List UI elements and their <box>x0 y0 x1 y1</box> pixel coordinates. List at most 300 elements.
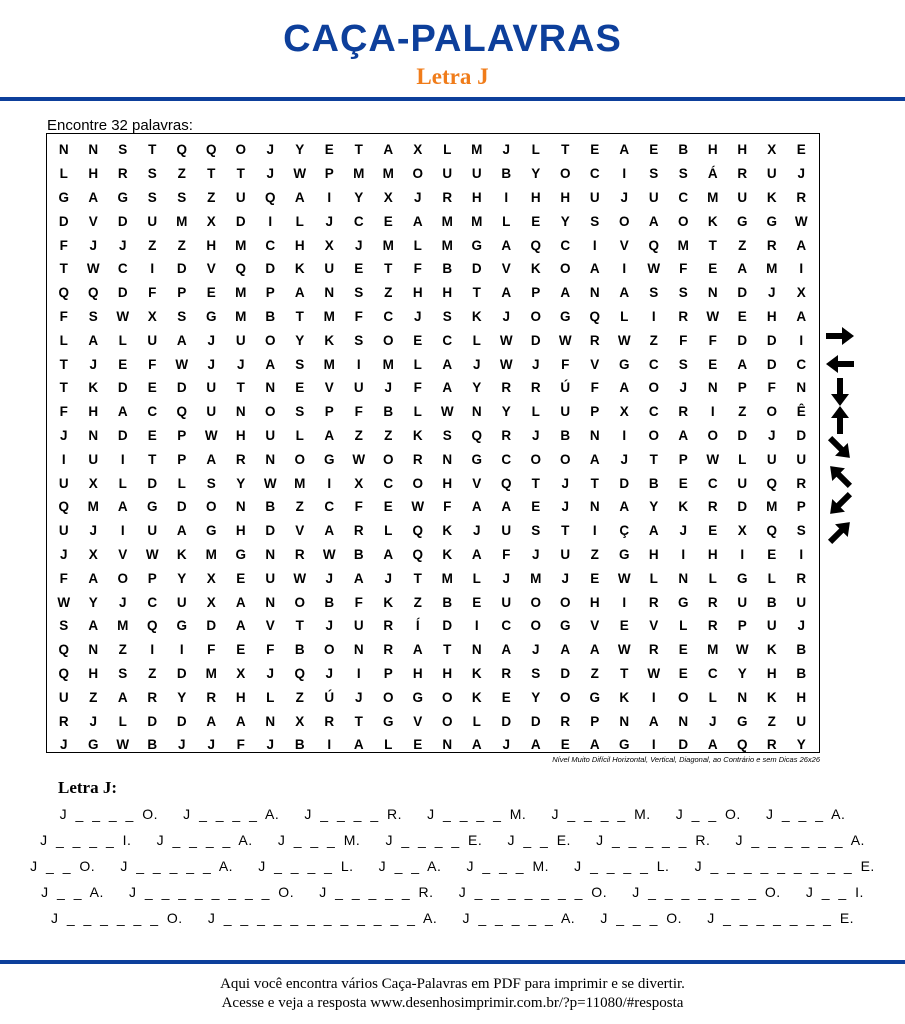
grid-cell: K <box>442 523 453 539</box>
grid-cell: S <box>59 618 69 634</box>
grid-cell: R <box>766 737 777 753</box>
grid-cell: J <box>708 713 717 729</box>
grid-cell: X <box>88 546 98 562</box>
grid-cell: Y <box>236 475 246 491</box>
grid-cell: O <box>323 642 335 658</box>
grid-cell: R <box>442 189 453 205</box>
grid-cell: H <box>707 142 718 158</box>
grid-cell: O <box>530 618 541 634</box>
footer-line-1: Aqui você encontra vários Caça-Palavras em PDF para imprimir e se divertir. <box>220 976 685 992</box>
grid-cell: R <box>648 642 659 658</box>
grid-cell: V <box>295 523 305 539</box>
grid-cell: I <box>179 642 184 658</box>
grid-cell: U <box>235 189 246 205</box>
grid-cell: H <box>235 689 246 705</box>
grid-cell: T <box>148 142 157 158</box>
grid-cell: Z <box>207 189 216 205</box>
grid-cell: U <box>324 261 335 277</box>
grid-cell: O <box>559 689 571 705</box>
grid-cell: N <box>589 285 600 301</box>
grid-cell: O <box>648 380 659 396</box>
grid-cell: G <box>205 308 217 324</box>
grid-cell: G <box>87 737 99 753</box>
grid-cell: D <box>235 213 246 229</box>
grid-cell: U <box>206 404 217 420</box>
grid-cell: J <box>236 356 245 372</box>
grid-cell: O <box>235 142 246 158</box>
grid-cell: J <box>325 665 333 681</box>
grid-cell: Á <box>707 166 718 182</box>
grid-cell: J <box>502 570 510 586</box>
grid-cell: U <box>58 523 69 539</box>
grid-cell: T <box>590 475 599 491</box>
grid-cell: R <box>796 189 807 205</box>
grid-cell: G <box>471 451 482 467</box>
grid-cell: C <box>353 213 364 229</box>
grid-cell: G <box>736 570 748 586</box>
grid-cell: R <box>235 451 246 467</box>
grid-cell: M <box>294 475 306 491</box>
word-list-line: J _ _ _ _ I. J _ _ _ _ A. J _ _ _ M. J _ _ _ _ E. J _ _ E. J _ _ _ _ _ R. J _ _ _ _ _ _ A. <box>40 832 865 848</box>
grid-cell: I <box>622 166 627 182</box>
grid-cell: O <box>412 475 423 491</box>
grid-cell: K <box>471 665 482 681</box>
grid-cell: D <box>442 618 453 634</box>
grid-cell: U <box>766 451 777 467</box>
grid-cell: H <box>737 142 748 158</box>
grid-cell: U <box>501 523 512 539</box>
grid-cell: R <box>589 332 600 348</box>
grid-cell: U <box>501 594 512 610</box>
grid-cell: U <box>766 618 777 634</box>
grid-cell: D <box>737 427 748 443</box>
grid-cell: C <box>560 237 571 253</box>
grid-cell: E <box>619 618 629 634</box>
grid-cell: M <box>205 665 217 681</box>
grid-cell: C <box>648 404 659 420</box>
grid-cell: E <box>649 142 659 158</box>
bottom-divider <box>0 960 905 964</box>
grid-cell: B <box>501 166 512 182</box>
grid-cell: A <box>648 523 659 539</box>
grid-cell: N <box>235 499 246 515</box>
grid-cell: U <box>147 523 158 539</box>
grid-cell: R <box>294 546 305 562</box>
grid-cell: Y <box>531 166 541 182</box>
grid-cell: B <box>796 665 807 681</box>
grid-cell: P <box>737 618 747 634</box>
grid-cell: S <box>147 189 157 205</box>
grid-cell: B <box>265 499 276 515</box>
grid-cell: M <box>382 356 394 372</box>
grid-cell: I <box>150 261 155 277</box>
grid-cell: G <box>471 237 482 253</box>
grid-cell: A <box>117 404 128 420</box>
grid-cell: O <box>294 451 305 467</box>
grid-cell: I <box>356 356 361 372</box>
grid-cell: E <box>590 570 600 586</box>
grid-cell: V <box>413 713 423 729</box>
grid-cell: M <box>235 237 247 253</box>
grid-cell: A <box>501 285 512 301</box>
grid-cell: P <box>796 499 806 515</box>
grid-cell: C <box>117 261 128 277</box>
grid-cell: D <box>176 380 187 396</box>
grid-cell: L <box>472 570 481 586</box>
grid-cell: J <box>207 356 215 372</box>
word-list-line: J _ _ _ _ _ _ O. J _ _ _ _ _ _ _ _ _ _ _ _ A. J _ _ _ _ _ A. J _ _ _ O. J _ _ _ _ _ _ _ E. <box>50 910 855 926</box>
grid-cell: W <box>617 570 631 586</box>
grid-cell: R <box>560 713 571 729</box>
grid-cell: R <box>796 570 807 586</box>
grid-cell: F <box>59 404 68 420</box>
grid-cell: A <box>619 285 630 301</box>
grid-cell: E <box>678 475 688 491</box>
grid-cell: J <box>89 713 97 729</box>
grid-cell: T <box>472 285 481 301</box>
grid-cell: W <box>204 427 218 443</box>
grid-cell: O <box>264 332 276 348</box>
grid-cell: O <box>559 451 571 467</box>
grid-cell: F <box>679 261 688 277</box>
grid-cell: O <box>264 404 276 420</box>
grid-cell: S <box>442 427 452 443</box>
grid-cell: O <box>441 689 453 705</box>
grid-cell: J <box>679 523 687 539</box>
grid-cell: X <box>796 285 806 301</box>
grid-cell: O <box>117 570 128 586</box>
grid-cell: M <box>382 237 394 253</box>
grid-cell: X <box>206 594 216 610</box>
grid-cell: Z <box>177 237 186 253</box>
grid-cell: T <box>148 451 157 467</box>
grid-cell: K <box>412 427 423 443</box>
grid-cell: X <box>295 713 305 729</box>
grid-cell: V <box>118 546 128 562</box>
grid-cell: G <box>146 499 158 515</box>
grid-cell: W <box>57 594 71 610</box>
grid-cell: F <box>708 332 717 348</box>
grid-cell: A <box>501 499 512 515</box>
grid-cell: J <box>59 546 68 562</box>
grid-cell: H <box>294 237 305 253</box>
arrow-up-icon <box>822 406 858 434</box>
grid-cell: F <box>354 594 363 610</box>
grid-cell: U <box>737 594 748 610</box>
top-divider <box>0 97 905 101</box>
grid-cell: J <box>207 737 215 753</box>
grid-cell: A <box>206 713 217 729</box>
grid-cell: H <box>88 665 99 681</box>
grid-cell: N <box>265 713 276 729</box>
grid-cell: J <box>89 523 97 539</box>
grid-cell: J <box>413 189 422 205</box>
grid-cell: J <box>325 618 333 634</box>
grid-cell: L <box>413 404 422 420</box>
grid-cell: Z <box>295 689 304 705</box>
grid-cell: U <box>442 166 453 182</box>
grid-cell: D <box>176 261 187 277</box>
grid-cell: O <box>707 427 718 443</box>
grid-cell: O <box>382 332 394 348</box>
grid-cell: Z <box>148 665 157 681</box>
grid-cell: R <box>206 689 217 705</box>
grid-cell: Ú <box>324 689 335 705</box>
grid-cell: B <box>353 546 364 562</box>
grid-cell: V <box>590 618 600 634</box>
grid-cell: L <box>679 618 688 634</box>
grid-cell: C <box>501 451 512 467</box>
grid-row <box>49 471 817 495</box>
grid-cell: L <box>738 451 747 467</box>
grid-cell: I <box>504 189 509 205</box>
grid-cell: O <box>530 594 541 610</box>
grid-cell: B <box>383 404 394 420</box>
grid-cell: O <box>618 213 630 229</box>
grid-cell: E <box>590 142 600 158</box>
grid-cell: U <box>206 380 217 396</box>
grid-cell: E <box>206 285 216 301</box>
grid-cell: N <box>442 451 453 467</box>
grid-cell: N <box>737 689 748 705</box>
grid-cell: P <box>590 713 600 729</box>
grid-cell: P <box>383 665 393 681</box>
grid-cell: E <box>354 261 364 277</box>
grid-cell: Q <box>146 618 158 634</box>
grid-cell: H <box>235 523 246 539</box>
grid-cell: G <box>176 618 187 634</box>
grid-row <box>49 519 817 543</box>
grid-cell: G <box>235 546 246 562</box>
grid-cell: W <box>86 261 100 277</box>
grid-cell: I <box>651 689 656 705</box>
grid-cell: W <box>794 213 808 229</box>
grid-cell: C <box>589 166 600 182</box>
grid-cell: X <box>147 308 157 324</box>
grid-cell: H <box>442 285 453 301</box>
grid-cell: H <box>88 404 99 420</box>
grid-cell: Q <box>294 665 305 681</box>
grid-cell: A <box>589 451 600 467</box>
grid-cell: E <box>708 356 718 372</box>
grid-cell: I <box>327 189 332 205</box>
grid-cell: H <box>648 546 659 562</box>
grid-cell: T <box>413 570 422 586</box>
grid-cell: X <box>206 570 216 586</box>
grid-cell: N <box>324 285 335 301</box>
grid-cell: A <box>796 308 807 324</box>
grid-cell: J <box>266 737 274 753</box>
grid-cell: E <box>708 523 718 539</box>
grid-cell: F <box>561 356 570 372</box>
grid-cell: E <box>147 427 157 443</box>
grid-cell: X <box>383 189 393 205</box>
grid-cell: U <box>176 594 187 610</box>
grid-cell: D <box>117 285 128 301</box>
grid-cell: V <box>472 475 482 491</box>
grid-cell: Q <box>58 499 69 515</box>
grid-cell: W <box>293 570 307 586</box>
grid-cell: E <box>147 380 157 396</box>
grid-cell: U <box>589 189 600 205</box>
grid-row <box>49 566 817 590</box>
grid-cell: H <box>766 308 777 324</box>
grid-cell: I <box>120 523 125 539</box>
grid-cell: X <box>767 142 777 158</box>
grid-cell: Z <box>89 689 98 705</box>
grid-cell: A <box>501 642 512 658</box>
grid-cell: E <box>413 332 423 348</box>
instructions-text: Encontre 32 palavras: <box>47 117 193 134</box>
grid-cell: N <box>88 642 99 658</box>
grid-cell: V <box>590 356 600 372</box>
grid-cell: L <box>295 427 304 443</box>
grid-cell: Y <box>531 689 541 705</box>
grid-cell: B <box>147 737 158 753</box>
grid-cell: U <box>560 546 571 562</box>
grid-cell: Z <box>354 427 363 443</box>
grid-cell: D <box>176 665 187 681</box>
grid-cell: Q <box>58 665 69 681</box>
grid-row <box>49 638 817 662</box>
grid-cell: C <box>324 499 335 515</box>
grid-row <box>49 162 817 186</box>
grid-cell: N <box>265 451 276 467</box>
grid-cell: G <box>618 737 630 753</box>
grid-cell: R <box>648 594 659 610</box>
grid-cell: Q <box>500 475 512 491</box>
grid-cell: W <box>647 665 661 681</box>
grid-cell: I <box>120 451 125 467</box>
grid-cell: E <box>295 380 305 396</box>
grid-cell: H <box>530 189 541 205</box>
grid-cell: T <box>207 166 216 182</box>
grid-cell: U <box>353 380 364 396</box>
grid-cell: A <box>117 499 128 515</box>
grid-cell: B <box>442 261 453 277</box>
grid-cell: G <box>618 546 630 562</box>
grid-row <box>49 709 817 733</box>
grid-cell: X <box>324 237 334 253</box>
arrow-down-icon <box>822 378 858 406</box>
grid-cell: Z <box>738 404 747 420</box>
grid-cell: I <box>681 546 686 562</box>
grid-cell: Y <box>88 594 98 610</box>
grid-cell: A <box>471 499 482 515</box>
grid-cell: M <box>117 618 129 634</box>
grid-cell: M <box>471 213 483 229</box>
grid-cell: Z <box>177 166 186 182</box>
grid-cell: W <box>322 546 336 562</box>
grid-cell: M <box>382 166 394 182</box>
grid-row <box>49 186 817 210</box>
grid-cell: H <box>88 166 99 182</box>
grid-cell: S <box>354 285 364 301</box>
grid-cell: G <box>559 618 571 634</box>
grid-row <box>49 209 817 233</box>
grid-cell: S <box>177 189 187 205</box>
grid-cell: R <box>766 237 777 253</box>
grid-cell: D <box>147 475 158 491</box>
grid-cell: A <box>619 380 630 396</box>
grid-cell: V <box>265 618 275 634</box>
grid-row <box>49 590 817 614</box>
grid-cell: R <box>353 523 364 539</box>
grid-cell: U <box>737 189 748 205</box>
difficulty-note: Nível Muito Difícil Horizontal, Vertical, Diagonal, ao Contrário e sem Dicas 26x26 <box>552 755 820 764</box>
grid-cell: C <box>383 475 394 491</box>
grid-cell: S <box>295 404 305 420</box>
grid-cell: S <box>206 475 216 491</box>
grid-cell: A <box>619 142 630 158</box>
grid-cell: F <box>413 261 422 277</box>
grid-row <box>49 257 817 281</box>
grid-cell: R <box>707 499 718 515</box>
grid-cell: J <box>413 308 422 324</box>
grid-cell: G <box>677 594 689 610</box>
arrow-down-right-icon <box>822 434 858 462</box>
grid-cell: B <box>294 737 305 753</box>
grid-cell: J <box>502 737 510 753</box>
grid-cell: F <box>679 332 688 348</box>
grid-cell: B <box>324 594 335 610</box>
grid-cell: H <box>471 189 482 205</box>
grid-cell: E <box>383 213 393 229</box>
grid-cell: X <box>206 213 216 229</box>
grid-cell: R <box>678 308 689 324</box>
grid-cell: H <box>589 594 600 610</box>
grid-cell: C <box>501 618 512 634</box>
grid-cell: Z <box>590 546 599 562</box>
grid-cell: N <box>471 642 482 658</box>
grid-cell: A <box>176 332 187 348</box>
grid-cell: J <box>354 689 363 705</box>
grid-cell: X <box>88 475 98 491</box>
grid-cell: O <box>294 594 305 610</box>
grid-cell: H <box>442 665 453 681</box>
grid-cell: M <box>323 308 335 324</box>
grid-cell: A <box>235 594 246 610</box>
grid-cell: D <box>206 618 217 634</box>
grid-cell: O <box>441 713 453 729</box>
grid-cell: U <box>147 332 158 348</box>
grid-cell: E <box>678 642 688 658</box>
grid-cell: J <box>354 237 363 253</box>
grid-cell: D <box>530 332 541 348</box>
grid-cell: H <box>206 237 217 253</box>
grid-cell: J <box>531 642 540 658</box>
grid-cell: Q <box>766 523 777 539</box>
grid-cell: T <box>354 142 363 158</box>
arrow-right-icon <box>822 322 858 350</box>
grid-cell: D <box>147 713 158 729</box>
grid-cell: A <box>383 142 394 158</box>
grid-cell: M <box>441 237 453 253</box>
grid-cell: J <box>325 213 333 229</box>
grid-cell: T <box>59 356 68 372</box>
grid-cell: T <box>620 665 629 681</box>
grid-cell: L <box>620 308 629 324</box>
grid-cell: D <box>117 213 128 229</box>
grid-cell: A <box>589 737 600 753</box>
grid-cell: Y <box>177 689 187 705</box>
grid-cell: D <box>265 261 276 277</box>
grid-cell: A <box>353 737 364 753</box>
grid-cell: I <box>799 546 804 562</box>
grid-cell: W <box>617 332 631 348</box>
grid-cell: S <box>796 523 806 539</box>
footer-line-2[interactable]: Acesse e veja a resposta www.desenhosimprimir.com.br/?p=11080/#resposta <box>221 995 684 1011</box>
